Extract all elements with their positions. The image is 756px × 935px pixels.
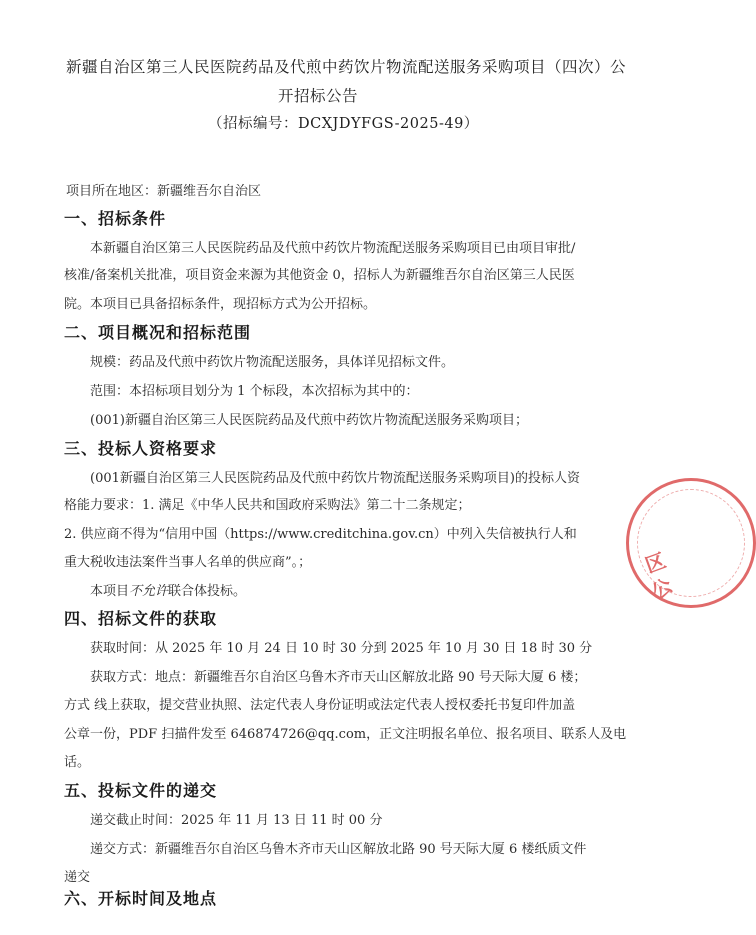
seal-char-2: 公 [646, 573, 677, 605]
section-3-line1: (001新疆自治区第三人民医院药品及代煎中药饮片物流配送服务采购项目)的投标人资 [90, 471, 580, 486]
section-2-scale: 规模：药品及代煎中药饮片物流配送服务，具体详见招标文件。 [90, 355, 455, 370]
section-3-heading: 三、投标人资格要求 [64, 439, 218, 458]
section-4-heading: 四、招标文件的获取 [64, 609, 218, 628]
section-5-heading: 五、投标文件的递交 [64, 781, 218, 800]
section-3-line2: 格能力要求：1. 满足《中华人民共和国政府采购法》第二十二条规定； [64, 498, 471, 513]
document-title-line2: 开招标公告 [278, 87, 359, 105]
section-2-range: 范围：本招标项目划分为 1 个标段，本次招标为其中的： [90, 384, 419, 399]
section-6-heading: 六、开标时间及地点 [64, 889, 218, 908]
section-2-heading: 二、项目概况和招标范围 [64, 323, 252, 342]
section-4-method-line2: 方式 线上获取，提交营业执照、法定代表人身份证明或法定代表人授权委托书复印件加盖 [64, 698, 576, 713]
document-title-line1: 新疆自治区第三人民医院药品及代煎中药饮片物流配送服务采购项目（四次）公 [66, 58, 627, 76]
section-1-line3: 院。本项目已具备招标条件，现招标方式为公开招标。 [64, 297, 377, 312]
seal-char-1: 区 [642, 548, 670, 578]
section-1-heading: 一、招标条件 [64, 209, 167, 228]
section-3-line3: 2. 供应商不得为“信用中国（https://www.creditchina.gov.cn）中列入失信被执行人和 [64, 527, 577, 542]
section-1-line2: 核准/备案机关批准，项目资金来源为其他资金 0，招标人为新疆维吾尔自治区第三人民医 [64, 268, 575, 283]
project-region: 项目所在地区：新疆维吾尔自治区 [66, 184, 262, 199]
consortium-prefix: 本项目 [90, 584, 130, 599]
section-5-deadline: 递交截止时间：2025 年 11 月 13 日 11 时 00 分 [90, 813, 383, 828]
section-1-line1: 本新疆自治区第三人民医院药品及代煎中药饮片物流配送服务采购项目已由项目审批/ [90, 241, 576, 256]
consortium-suffix: 联合体投标。 [168, 584, 247, 599]
section-4-method-line3: 公章一份，PDF 扫描件发至 646874726@qq.com，正文注明报名单位、报名项目、联系人及电 [64, 727, 627, 742]
official-seal-stamp [626, 478, 756, 608]
section-4-method-line4: 话。 [64, 755, 91, 770]
section-3-consortium [90, 580, 246, 599]
section-5-method-line1: 递交方式：新疆维吾尔自治区乌鲁木齐市天山区解放北路 90 号天际大厦 6 楼纸质文件 [90, 842, 587, 857]
section-4-method-line1: 获取方式：地点：新疆维吾尔自治区乌鲁木齐市天山区解放北路 90 号天际大厦 6 楼； [90, 670, 587, 685]
section-5-method-line2: 递交 [64, 870, 91, 885]
consortium-emphasis: 不允许 [129, 584, 169, 599]
section-2-lot: (001)新疆自治区第三人民医院药品及代煎中药饮片物流配送服务采购项目； [90, 413, 528, 428]
section-3-line4: 重大税收违法案件当事人名单的供应商”。； [64, 555, 312, 570]
tender-code: （招标编号：DCXJDYFGS-2025-49） [208, 116, 479, 132]
section-4-time: 获取时间：从 2025 年 10 月 24 日 10 时 30 分到 2025 年 10 月 30 日 18 时 30 分 [90, 641, 593, 656]
